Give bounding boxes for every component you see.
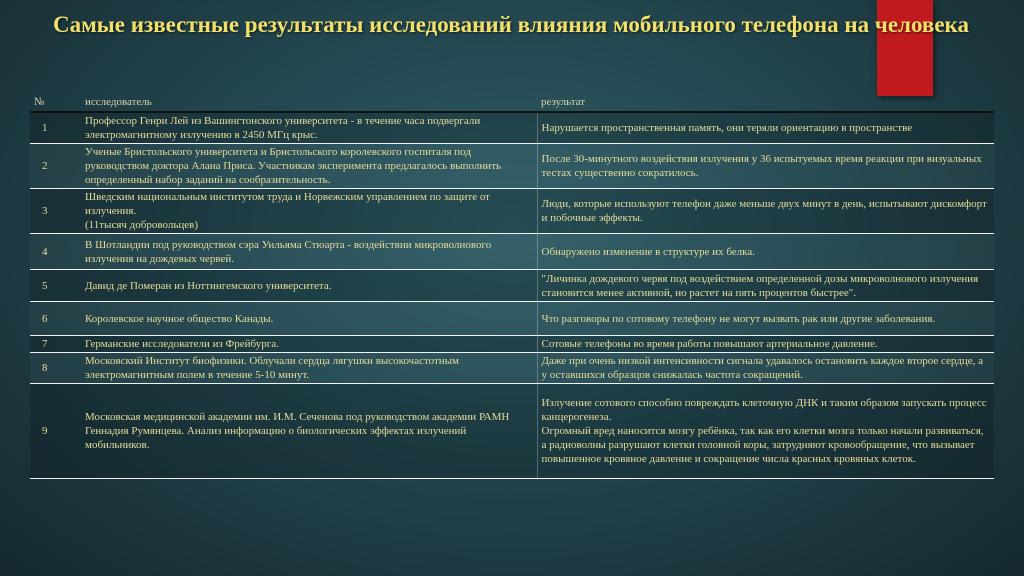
row-researcher: Профессор Генри Лей из Вашингтонского университета - в течение часа подвергали электромагнитному излучению в 2450 МГц крыс. <box>81 112 537 144</box>
table-row <box>30 336 994 353</box>
header-result: результат <box>537 92 994 112</box>
row-researcher: Германские исследователи из Фрейбурга. <box>81 336 537 353</box>
row-number: 5 <box>30 270 81 302</box>
row-result: Нарушается пространственная память, они теряли ориентацию в пространстве <box>537 112 994 144</box>
table-header-row <box>30 92 994 112</box>
table-row <box>30 189 994 234</box>
row-result: Что разговоры по сотовому телефону не могут вызвать рак или другие заболевания. <box>537 302 994 336</box>
row-researcher: Московская медицинской академии им. И.М. Сеченова под руководством академии РАМН Геннадия Румянцева. Анализ информацию о биологических эффектах излучений мобильников. <box>81 384 537 479</box>
row-number: 2 <box>30 144 81 189</box>
row-result: После 30-минутного воздействия излучения у 36 испытуемых время реакции при визуальных тестах существенно сократилось. <box>537 144 994 189</box>
row-number: 1 <box>30 112 81 144</box>
row-number: 3 <box>30 189 81 234</box>
slide-title: Самые известные результаты исследований влияния мобильного телефона на человека <box>53 12 969 37</box>
row-result: Излучение сотового способно повреждать клеточную ДНК и таким образом запускать процесс канцерогенеза. Огромный вред наносится мозгу ребёнка, так как его клетки мозга только начали развиваться, а радиоволны разрушают клетки головной коры, затрудняют кровообращение, что вызывает повышенное кровяное давление и сокращение числа красных кровяных клеток. <box>537 384 994 479</box>
row-number: 9 <box>30 384 81 479</box>
row-result: Сотовые телефоны во время работы повышают артериальное давление. <box>537 336 994 353</box>
row-number: 7 <box>30 336 81 353</box>
row-researcher: В Шотландии под руководством сэра Уильяма Стюарта - воздействии микроволнового излучения на дождевых червей. <box>81 234 537 270</box>
row-researcher: Ученые Бристольского университета и Бристольского королевского госпиталя под руководством доктора Алана Приса. Участникам эксперимента предлагалось выполнить определенный набор заданий на сообразительность. <box>81 144 537 189</box>
header-num: № <box>30 92 81 112</box>
row-number: 8 <box>30 353 81 384</box>
row-researcher: Шведским национальным институтом труда и Норвежским управлением по защите от излучения. (11тысяч добровольцев) <box>81 189 537 234</box>
table-row <box>30 144 994 189</box>
table-row <box>30 234 994 270</box>
table-body <box>30 112 994 479</box>
row-researcher: Московский Институт биофизики. Облучали сердца лягушки высокочастотным электромагнитным полем в течение 5-10 минут. <box>81 353 537 384</box>
table-row <box>30 112 994 144</box>
table-row <box>30 353 994 384</box>
row-number: 6 <box>30 302 81 336</box>
table-row <box>30 270 994 302</box>
table-row <box>30 384 994 479</box>
header-researcher: исследователь <box>81 92 537 112</box>
row-result: Обнаружено изменение в структуре их белка. <box>537 234 994 270</box>
row-researcher: Королевское научное общество Канады. <box>81 302 537 336</box>
row-researcher: Давид де Померан из Ноттингемского университета. <box>81 270 537 302</box>
research-table <box>30 92 994 479</box>
row-number: 4 <box>30 234 81 270</box>
row-result: Даже при очень низкой интенсивности сигнала удавалось остановить каждое второе сердце, а у оставшихся образцов снижалась частота сокращений. <box>537 353 994 384</box>
table-row <box>30 302 994 336</box>
row-result: Люди, которые используют телефон даже меньше двух минут в день, испытывают дискомфорт и побочные эффекты. <box>537 189 994 234</box>
row-result: "Личинка дождевого червя под воздействием определенной дозы микроволнового излучения становится менее активной, но растет на пять процентов быстрее". <box>537 270 994 302</box>
